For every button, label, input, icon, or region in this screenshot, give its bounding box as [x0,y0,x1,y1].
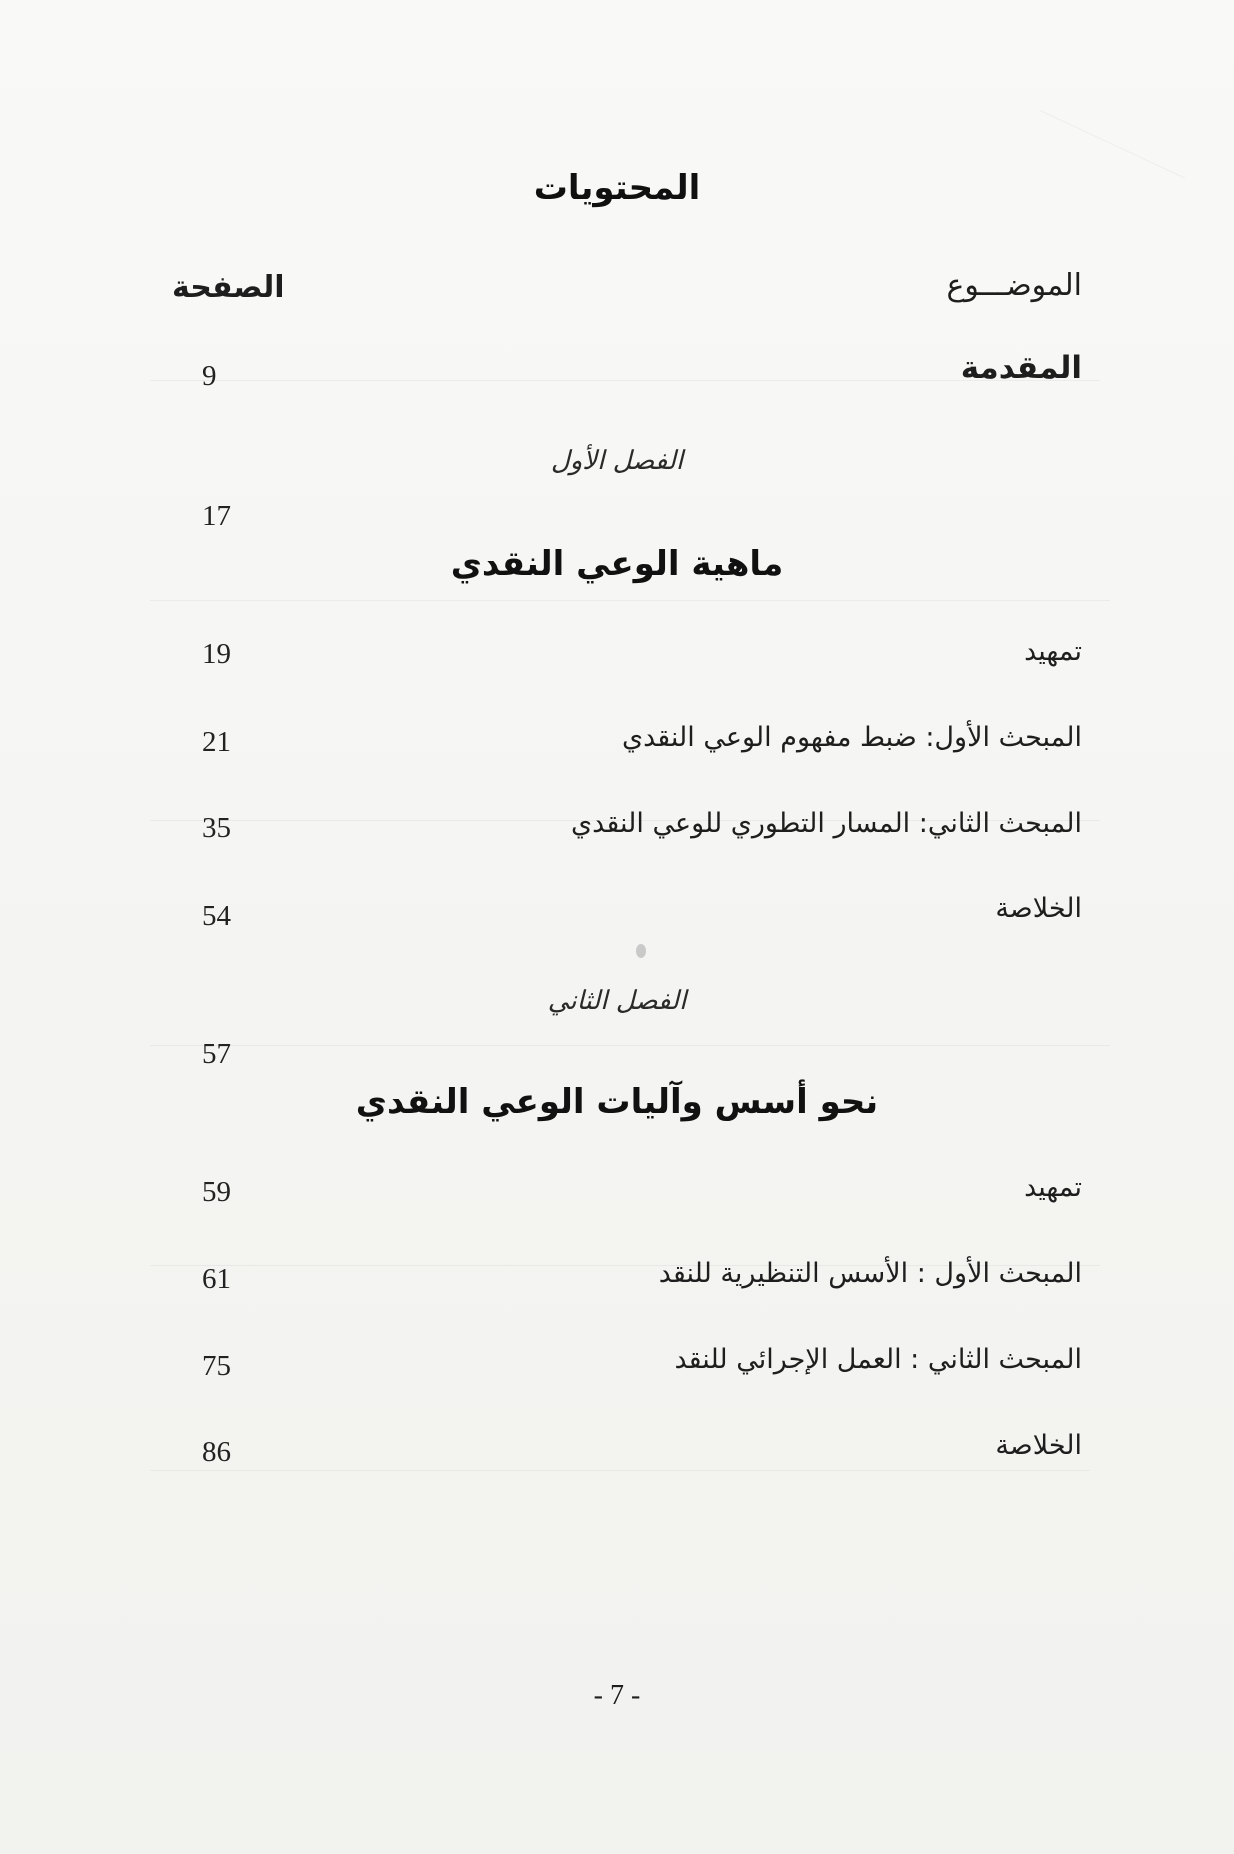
toc-entry: المبحث الثاني : العمل الإجرائي للنقد [674,1344,1082,1375]
chapter-label: الفصل الثاني [547,986,687,1016]
page-title: المحتويات [533,168,701,208]
toc-page-number: 17 [202,500,231,532]
bleed-through-line [150,600,1110,601]
toc-entry: المبحث الثاني: المسار التطوري للوعي النقدي [571,808,1082,839]
toc-entry-introduction: المقدمة [960,350,1082,386]
toc-page-number: 21 [202,726,231,758]
toc-page-number: 54 [202,900,231,932]
toc-entry: تمهيد [1024,636,1082,667]
toc-page-number: 59 [202,1176,231,1208]
toc-page-number: 86 [202,1436,231,1468]
toc-entry: المبحث الأول : الأسس التنظيرية للنقد [658,1258,1082,1289]
chapter-title: ماهية الوعي النقدي [450,544,784,584]
toc-page-number: 19 [202,638,231,670]
chapter-title: نحو أسس وآليات الوعي النقدي [355,1082,879,1122]
toc-page-number: 61 [202,1263,231,1295]
page-number: - 7 - [593,1680,641,1711]
toc-page-number: 57 [202,1038,231,1070]
toc-entry: المبحث الأول: ضبط مفهوم الوعي النقدي [621,722,1082,753]
toc-entry: الخلاصة [995,893,1082,924]
column-header-page: الصفحة [172,270,285,305]
bleed-through-line [150,1470,1090,1471]
toc-page-number: 35 [202,812,231,844]
bleed-through-line [150,1045,1110,1046]
column-header-topic: الموضـــوع [946,268,1082,303]
bleed-through-line [150,380,1100,381]
toc-page-number: 75 [202,1350,231,1382]
ink-smudge [636,944,646,958]
toc-page-number: 9 [202,360,217,392]
chapter-label: الفصل الأول [550,446,684,476]
toc-entry: تمهيد [1024,1172,1082,1203]
toc-entry: الخلاصة [995,1430,1082,1461]
